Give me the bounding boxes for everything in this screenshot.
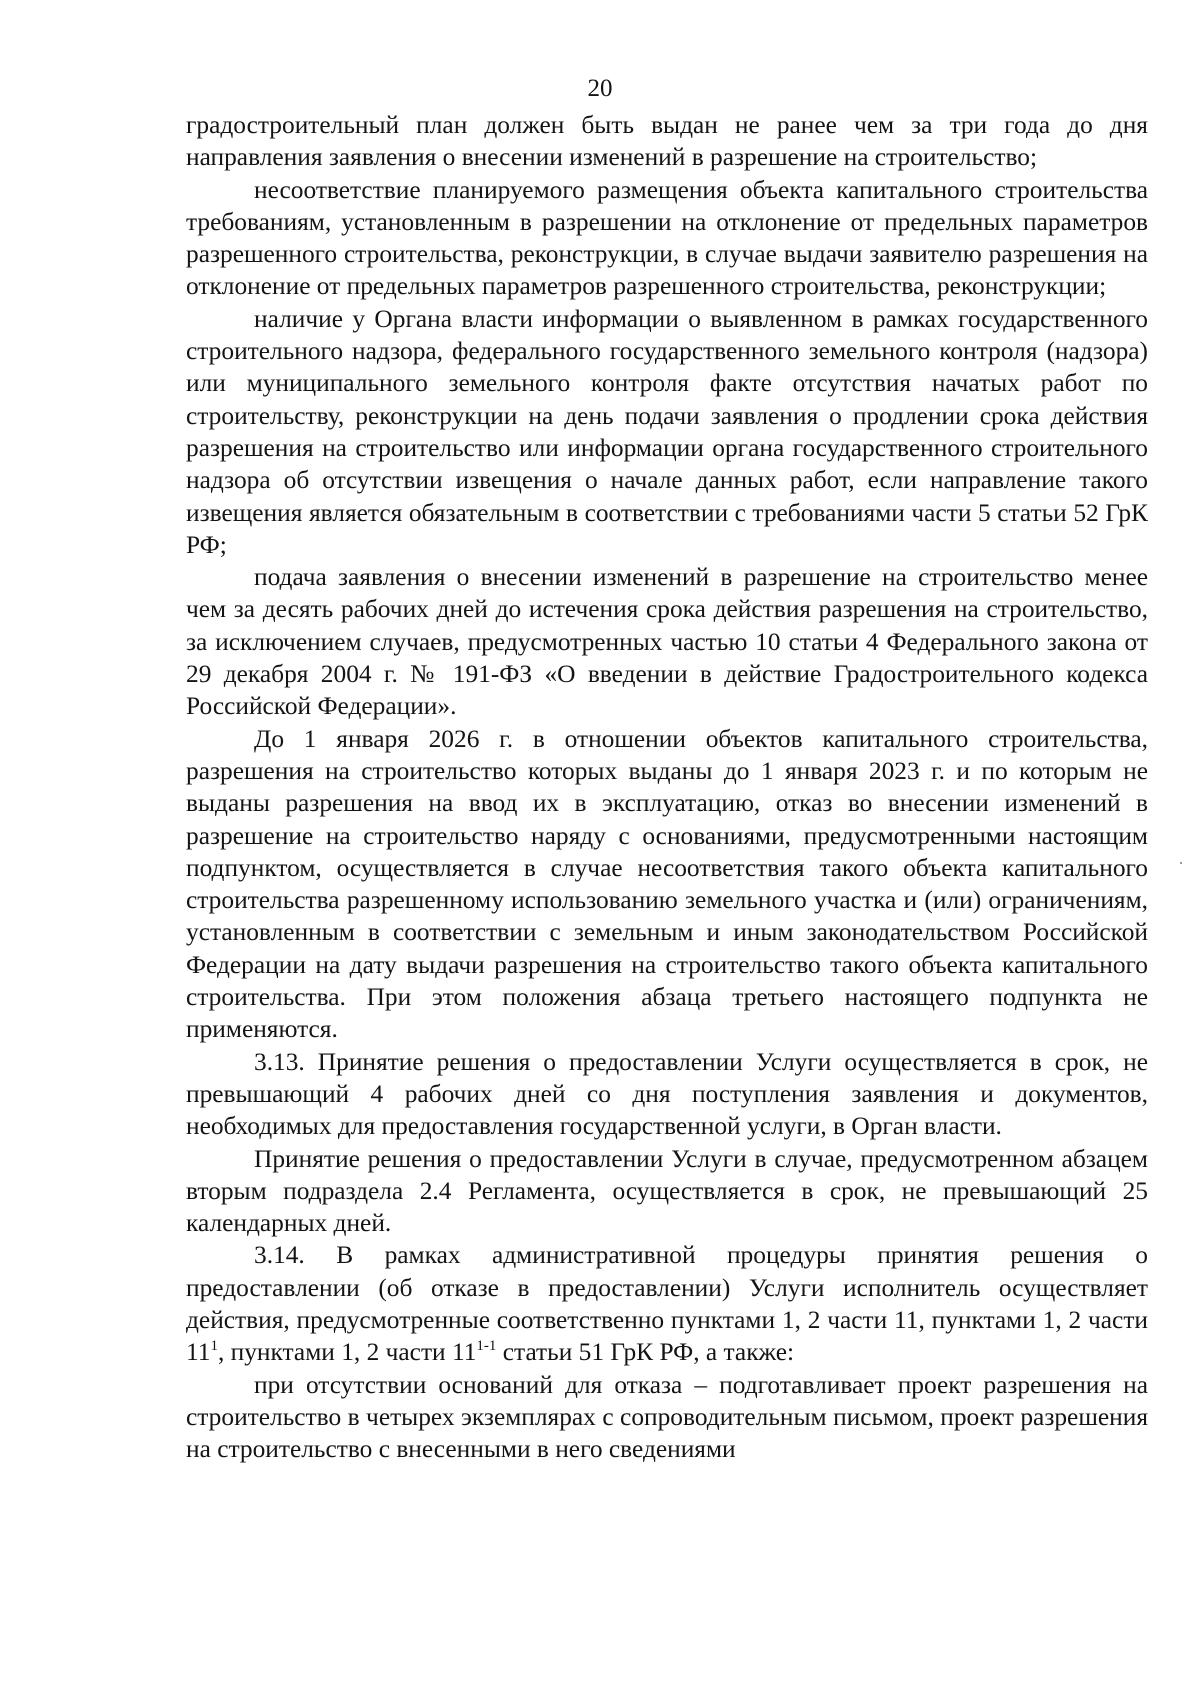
paragraph-urban-plan-term: градостроительный план должен быть выдан не ранее чем за три года до дня направления заявления о внесении изменений в разрешение на строительство; (186, 111, 1148, 172)
page-number: 20 (587, 75, 613, 102)
paragraph-supervision-information: наличие у Органа власти информации о выявленном в рамках государственного строительного надзора, федерального государственного земельного контроля (надзора) или муниципального земельного контроля факте отсутствия начатых работ по строительству, реконструкции на день подачи заявления о продлении срока действия разрешения на строительство или информации органа государственного строительного надзора об отсутствии извещения о начале данных работ, если направление такого извещения является обязательным в соответствии с требованиями части 5 статьи 52 ГрК РФ; (186, 304, 1148, 559)
paragraph-decision-term-25-days: Принятие решения о предоставлении Услуги в случае, предусмотренном абзацем вторым подраздела 2.4 Регламента, осуществляется в срок, не превышающий 25 календарных дней. (186, 1144, 1148, 1238)
section-3-14-text-c: статьи 51 ГрК РФ, а также: (496, 1338, 795, 1367)
superscript-part-11-1-1: 1-1 (476, 1338, 497, 1355)
document-body (186, 109, 1148, 1465)
paragraph-nonconformity-deviation: несоответствие планируемого размещения объекта капитального строительства требованиям, установленным в разрешении на отклонение от предельных параметров разрешенного строительства, реконструкции, в случае выдачи заявителю разрешения на отклонение от предельных параметров разрешенного строительства, реконструкции; (186, 175, 1148, 301)
section-3-14-text-a: 3.14. В рамках административной процедуры принятия решения о предоставлении (об отказе в предоставлении) Услуги исполнитель осуществляет действия, предусмотренные соответственно пунктами 1, 2 части 11, пунктами 1, 2 части 11 (186, 1241, 1148, 1367)
superscript-part-11-1: 1 (210, 1338, 218, 1355)
scan-speck (1180, 862, 1182, 864)
section-3-14-text-b: , пунктами 1, 2 части 11 (217, 1338, 477, 1367)
paragraph-no-grounds-for-refusal: при отсутствии оснований для отказа – подготавливает проект разрешения на строительство в четырех экземплярах с сопроводительным письмом, проект разрешения на строительство с внесенными в него сведениями (186, 1370, 1148, 1464)
paragraph-application-deadline: подача заявления о внесении изменений в разрешение на строительство менее чем за десять рабочих дней до истечения срока действия разрешения на строительство, за исключением случаев, предусмотренных частью 10 статьи 4 Федерального закона от 29 декабря 2004 г. № 191-ФЗ «О введении в действие Градостроительного кодекса Российской Федерации». (186, 563, 1148, 721)
paragraph-section-3-14 (186, 1239, 1148, 1368)
paragraph-transition-2026: До 1 января 2026 г. в отношении объектов капитального строительства, разрешения на строительство которых выданы до 1 января 2023 г. и по которым не выданы разрешения на ввод их в эксплуатацию, отказ во внесении изменений в разрешение на строительство наряду с основаниями, предусмотренными настоящим подпунктом, осуществляется в случае несоответствия такого объекта капитального строительства разрешенному использованию земельного участка и (или) ограничениям, установленным в соответствии с земельным и иным законодательством Российской Федерации на дату выдачи разрешения на строительство такого объекта капитального строительства. При этом положения абзаца третьего настоящего подпункта не применяются. (186, 724, 1148, 1044)
paragraph-section-3-13: 3.13. Принятие решения о предоставлении Услуги осуществляется в срок, не превышающий 4 рабочих дней со дня поступления заявления и документов, необходимых для предоставления государственной услуги, в Орган власти. (186, 1047, 1148, 1141)
